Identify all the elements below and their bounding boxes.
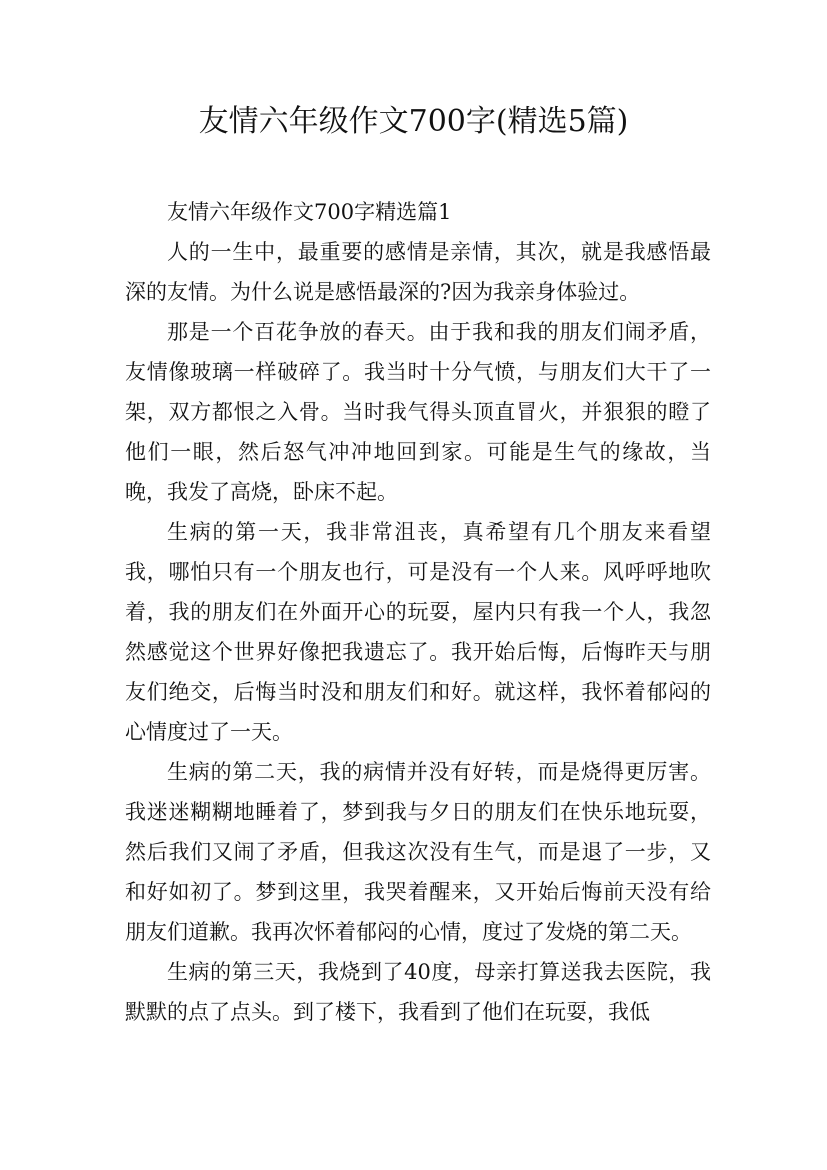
paragraph-4: 生病的第二天，我的病情并没有好转，而是烧得更厉害。我迷迷糊糊地睡着了，梦到我与夕日的朋友们在快乐地玩耍，然后我们又闹了矛盾，但我这次没有生气，而是退了一步，又和好如初了。梦到这里，我哭着醒来，又开始后悔前天没有给朋友们道歉。我再次怀着郁闷的心情，度过了发烧的第二天。 [125, 760, 711, 944]
paragraph-2: 那是一个百花争放的春天。由于我和我的朋友们闹矛盾，友情像玻璃一样破碎了。我当时十分气愤，与朋友们大干了一架，双方都恨之入骨。当时我气得头顶直冒火，并狠狠的瞪了他们一眼，然后怒气冲冲地回到家。可能是生气的缘故，当晚，我发了高烧，卧床不起。 [125, 320, 711, 504]
paragraph-3: 生病的第一天，我非常沮丧，真希望有几个朋友来看望我，哪怕只有一个朋友也行，可是没有一个人来。风呼呼地吹着，我的朋友们在外面开心的玩耍，屋内只有我一个人，我忽然感觉这个世界好像把我遗忘了。我开始后悔，后悔昨天与朋友们绝交，后悔当时没和朋友们和好。就这样，我怀着郁闷的心情度过了一天。 [125, 520, 711, 744]
section-heading: 友情六年级作文700字精选篇1 [167, 200, 452, 224]
paragraph-1: 人的一生中，最重要的感情是亲情，其次，就是我感悟最深的友情。为什么说是感悟最深的?因为我亲身体验过。 [125, 240, 711, 304]
document-title: 友情六年级作文700字(精选5篇) [198, 104, 629, 139]
document-body [125, 192, 711, 1032]
paragraph-5: 生病的第三天，我烧到了40度，母亲打算送我去医院，我默默的点了点头。到了楼下，我看到了他们在玩耍，我低 [125, 960, 711, 1024]
